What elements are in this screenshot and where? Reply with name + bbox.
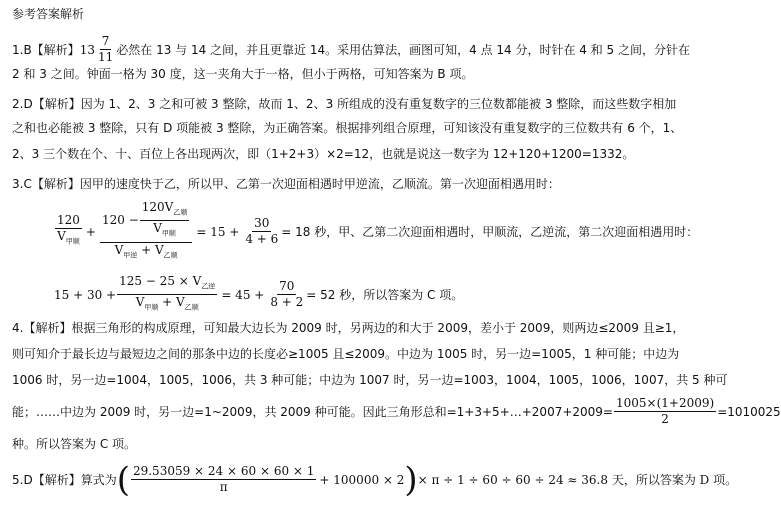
q5-line: 5.D【解析】算式为 ( $\frac{29.53059 \times 24 \times 60 \times 60 \times 1}{\pi}$ + 100000 × 2 ) × π ÷ 1 ÷ 60 ÷ 60 ÷ 24 ≈ 36.8 天，所以答案为 D 项。	[12, 459, 738, 500]
q3-frac-3: $\frac{30}{4 + 6}$	[245, 216, 279, 247]
q3-frac-2-den: $V_{甲逆} + V_{乙顺}$	[114, 242, 178, 260]
q1-text: 必然在 13 与 14 之间，并且更靠近 14。采用估算法，画图可知，4 点 14 分，时针在 4 和 5 之间，分针在	[116, 42, 691, 57]
q4-line-1: 4.【解析】根据三角形的构成原理，可知最大边长为 2009 时，另两边的和大于 2009，差小于 2009，则两边≤2009 且≥1，	[12, 321, 685, 335]
q2-line-1: 2.D【解析】因为 1、2、3 之和可被 3 整除，故而 1、2、3 所组成的没有重复数字的三位数都能被 3 整除，而这些数字相加	[12, 97, 677, 111]
q1-fraction	[96, 34, 115, 65]
q4-fraction: $\frac{1005\times(1+2009)}{2}$	[616, 396, 715, 426]
q5-close-paren: )	[404, 459, 418, 500]
q1-fraction-den: 11	[97, 50, 114, 64]
q3-frac-2-num: 120 − $\frac{120V_{乙顺}}{V_{甲顺}}$	[100, 200, 192, 243]
q5-open-paren: (	[116, 459, 130, 500]
page-title: 参考答案解析	[12, 7, 85, 21]
q1-mixed-whole: 13	[79, 42, 95, 57]
q4-line-5: 种。所以答案为 C 项。	[12, 437, 137, 451]
q3-equation-2: 15 + 30 + $\frac{125 - 25 \times V_{乙逆}}{V_{甲顺} + V_{乙顺}}$ = 45 + $\frac{70}{8 + 2}$ = 52 秒，所以答案为 C 项。	[54, 274, 463, 316]
q3-frac-1	[55, 213, 82, 249]
q3-equation-1: $\frac{120}{V_{甲顺}}$ + 120 − $\frac{120V_{乙顺}}{V_{甲顺}}$ $V_{甲逆} + V_{乙顺}$ = 15 + $\frac{30}{4 + 6}$ = 18 秒，甲、乙第二次迎面相遇时，甲顺流，乙逆流，第二次迎面相遇用时：	[54, 200, 698, 263]
q3-frac-1-den: $V_{甲顺}$	[57, 229, 80, 246]
q3-frac-2	[100, 200, 192, 263]
q3-line-1: 3.C【解析】因甲的速度快于乙，所以甲、乙第一次迎面相遇时甲逆流，乙顺流。第一次迎面相遇用时：	[12, 177, 560, 191]
q3-frac-4: $\frac{125 - 25 \times V_{乙逆}}{V_{甲顺} + V_{乙顺}}$	[119, 274, 216, 312]
q2-line-2: 之和也必能被 3 整除，只有 D 项能被 3 整除，为正确答案。根据排列组合原理，可知该没有重复数字的三位数共有 6 个，1、	[12, 121, 683, 135]
q5-fraction: $\frac{29.53059 \times 24 \times 60 \times 60 \times 1}{\pi}$	[132, 464, 315, 494]
q1-fraction-num: 7	[101, 34, 110, 48]
q4-line-3: 1006 时，另一边=1004，1005，1006，共 3 种可能；中边为 1007 时，另一边=1003，1004，1005，1006，1007，共 5 种可	[12, 373, 728, 387]
q3-eq1-tail: = 18 秒，甲、乙第二次迎面相遇时，甲顺流，乙逆流，第二次迎面相遇用时：	[281, 225, 699, 240]
q1-line-1	[12, 34, 690, 65]
q1-line-2: 2 和 3 之间。钟面一格为 30 度，这一夹角大于一格，但小于两格，可知答案为 B 项。	[12, 67, 474, 81]
q3-frac-1-num: 120	[57, 213, 80, 228]
q4-line-4: 能；……中边为 2009 时，另一边=1~2009，共 2009 种可能。因此三角形总和=1+3+5+…+2007+2009= $\frac{1005\times(1+2009)}{2}$ =1010025	[12, 396, 781, 426]
q3-eq2-tail: = 52 秒，所以答案为 C 项。	[306, 288, 464, 303]
q3-frac-5: $\frac{70}{8 + 2}$	[270, 279, 304, 310]
q3-frac-2-inner: $\frac{120V_{乙顺}}{V_{甲顺}}$	[141, 200, 188, 238]
q4-line-2: 则可知介于最长边与最短边之间的那条中边的长度必≥1005 且≤2009。中边为 1005 时，另一边=1005，1 种可能；中边为	[12, 347, 680, 361]
q2-line-3: 2、3 三个数在个、十、百位上各出现两次，即（1+2+3）×2=12，也就是说这一数字为 12+120+1200=1332。	[12, 147, 635, 161]
q1-prefix: 1.B【解析】	[12, 42, 80, 57]
